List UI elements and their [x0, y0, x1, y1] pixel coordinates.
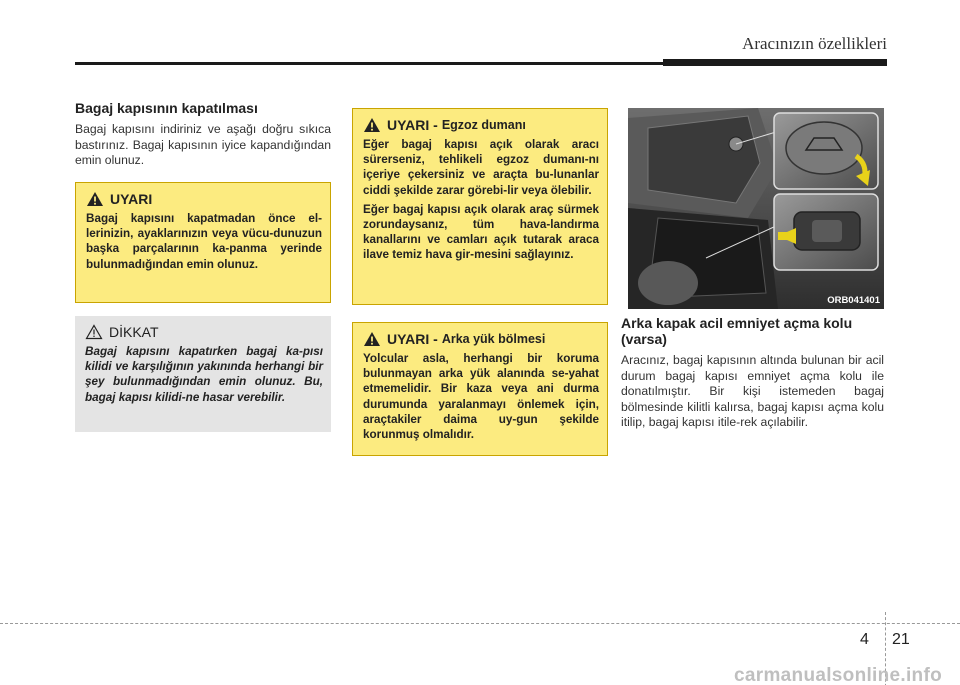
trunk-illustration	[628, 108, 884, 309]
caution-title: DİKKAT	[109, 324, 159, 340]
warning-title: UYARI -	[387, 117, 438, 133]
emergency-release-body-text: Aracınız, bagaj kapısının altında bulunan bir acil durum bagaj kapısı emniyet açma kolu ile donatılmıştır. Bir kişi istemeden bagaj bölmesinde kilitli kalırsa, bagaj kapısı açma kolu itilip, bagaj kapısı itile-rek açılabilir.	[621, 353, 884, 430]
section-heading-closing: Bagaj kapısının kapatılması	[75, 100, 258, 116]
left-column	[75, 100, 331, 169]
warning-box-cargo	[352, 322, 608, 456]
right-column	[621, 315, 884, 431]
header-title: Aracınızın özellikleri	[742, 34, 887, 53]
trunk-release-photo	[628, 108, 884, 309]
caution-box	[75, 316, 331, 432]
section-number: 4	[860, 631, 869, 648]
header-rule-accent	[663, 59, 887, 66]
warning-text-para2: Eğer bagaj kapısı açık olarak araç sürmek zorundaysanız, tüm hava-landırma kanallarını ve camları açık tutarak araca ilave temiz hava gir-mesini sağlayınız.	[363, 202, 599, 262]
warning-title: UYARI	[110, 191, 153, 207]
warning-title: UYARI -	[387, 331, 438, 347]
caution-triangle-icon	[85, 324, 103, 340]
warning-text-para1: Eğer bagaj kapısı açık olarak aracı sürerseniz, tehlikeli egzoz dumanı-nı içeriye çekersiniz ve araçta bu-lunanlar ciddi şekilde zarar görebi-lir veya ölebilir.	[363, 138, 599, 197]
warning-box-exhaust	[352, 108, 608, 305]
footer-rule	[0, 623, 960, 624]
warning-triangle-icon	[363, 117, 381, 133]
warning-text: Bagaj kapısını kapatmadan önce el-lerinizin, ayaklarınızın veya vücu-dunuzun başka parçalarının ka-panma yerinde bulunmadığından emin olunuz.	[86, 212, 322, 271]
warning-text: Yolcular asla, herhangi bir koruma bulunmayan arka yük alanında se-yahat etmemelidir. Bir kaza veya ani durma durumunda yaralanmayı önlemek için, araçtakiler daima uy-gun şekilde korunmuş olmalıdır.	[363, 352, 599, 442]
warning-box-closing	[75, 182, 331, 303]
warning-triangle-icon	[363, 331, 381, 347]
image-caption: ORB041401	[827, 295, 880, 306]
warning-subtitle: Arka yük bölmesi	[441, 332, 546, 346]
closing-body-text: Bagaj kapısını indiriniz ve aşağı doğru sıkıca bastırınız. Bagaj kapısının iyice kapandığından emin olunuz.	[75, 122, 331, 168]
section-heading-emergency-release: Arka kapak acil emniyet açma kolu (varsa)	[621, 315, 853, 348]
warning-triangle-icon	[86, 191, 104, 207]
watermark: carmanualsonline.info	[734, 665, 942, 685]
warning-subtitle: Egzoz dumanı	[441, 118, 526, 132]
caution-text: Bagaj kapısını kapatırken bagaj ka-pısı kilidi ve karşılığının yakınında herhangi bir şey bulunmadığından emin olunuz. Bu, bagaj kapısı kilidi-ne hasar verebilir.	[85, 345, 323, 404]
page-number: 21	[892, 631, 910, 648]
